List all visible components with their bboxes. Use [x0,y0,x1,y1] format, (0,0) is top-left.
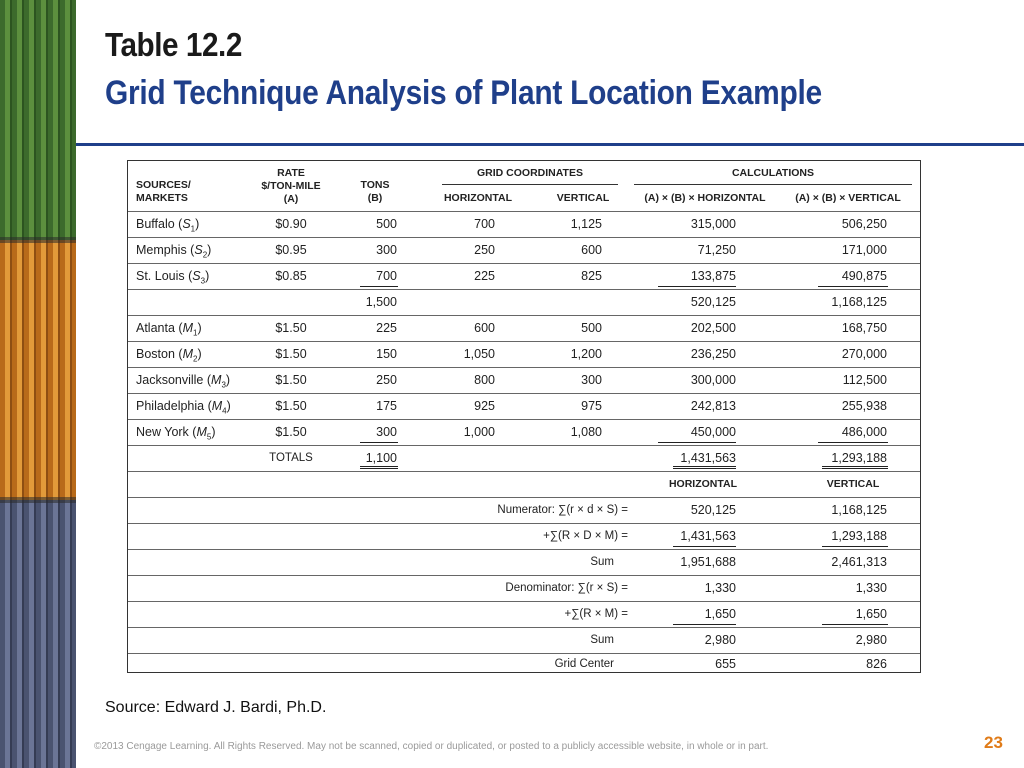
row-tons: 1,100 [365,451,397,465]
row-horizontal: 700 [474,217,495,231]
summary-label: Sum [590,556,614,568]
slide-title: Grid Technique Analysis of Plant Location Example [105,74,822,112]
row-calc-vertical: 1,168,125 [831,295,887,309]
table-row [128,627,920,653]
summary-label: Sum [590,634,614,646]
header-vertical: VERTICAL [556,192,610,204]
row-calc-vertical: 506,250 [841,217,887,231]
summary-label: +∑(R × M) = [564,608,628,620]
table-row [128,341,920,367]
row-horizontal: 925 [474,399,495,413]
row-name: St. Louis $(S_3)$ [136,269,210,286]
row-horizontal: 600 [474,321,495,335]
row-rate: $1.50 [275,347,307,361]
underline [658,286,736,287]
row-calc-vertical: 490,875 [841,269,887,283]
table-row-source-total [128,289,920,315]
summary-horizontal: 1,650 [704,607,736,621]
row-tons: 250 [376,373,397,387]
underline [822,546,888,547]
container-gap [0,237,76,243]
row-horizontal: 1,050 [463,347,495,361]
table-row [128,549,920,575]
summary-vertical: 2,980 [855,633,887,647]
row-rate: $0.90 [275,217,307,231]
table-row [128,315,920,341]
table-row [128,601,920,627]
container-blue [0,500,76,768]
double-underline [360,466,398,469]
row-horizontal: 225 [474,269,495,283]
table-row [128,237,920,263]
table-row [128,263,920,289]
copyright-notice: ©2013 Cengage Learning. All Rights Reserved. May not be scanned, copied or duplicated, or posted to a publicly accessible website, in whole or in part. [94,741,769,752]
header-calc-vertical: (A) × (B) × VERTICAL [795,192,901,204]
row-name: Philadelphia $(M_4)$ [136,399,231,416]
underline [673,546,736,547]
row-rate: $1.50 [275,373,307,387]
row-vertical: 300 [581,373,602,387]
row-calc-horizontal: 236,250 [690,347,736,361]
header-grid-coordinates: GRID COORDINATES [477,167,583,179]
underline [822,624,888,625]
row-tons: 300 [376,243,397,257]
row-horizontal: 800 [474,373,495,387]
row-calc-horizontal: 450,000 [690,425,736,439]
double-underline [673,466,736,469]
row-rate: $0.95 [275,243,307,257]
table-row [128,211,920,237]
row-rate: $1.50 [275,321,307,335]
header-rule [442,184,618,185]
header-rule [634,184,912,185]
summary-header-vertical: VERTICAL [826,478,880,490]
table-row-totals [128,445,920,471]
header-calculations: CALCULATIONS [731,167,815,179]
row-name: Atlanta $(M_1)$ [136,321,202,338]
underline [673,624,736,625]
summary-horizontal: 1,431,563 [680,529,736,543]
row-calc-horizontal: 300,000 [690,373,736,387]
container-orange [0,240,76,500]
underline [360,286,398,287]
summary-vertical: 1,293,188 [831,529,887,543]
row-name: Boston $(M_2)$ [136,347,202,364]
row-calc-vertical: 1,293,188 [831,451,887,465]
summary-vertical: 826 [866,657,887,671]
underline [658,442,736,443]
row-tons: 150 [376,347,397,361]
summary-vertical: 2,461,313 [831,555,887,569]
row-rate: $1.50 [275,399,307,413]
row-vertical: 600 [581,243,602,257]
row-calc-horizontal: 1,431,563 [680,451,736,465]
row-horizontal: 1,000 [463,425,495,439]
row-vertical: 1,080 [570,425,602,439]
table-row [128,393,920,419]
row-tons: 225 [376,321,397,335]
source-citation: Source: Edward J. Bardi, Ph.D. [105,699,327,716]
summary-horizontal: 1,951,688 [680,555,736,569]
header-tons: TONS (B) [360,179,390,204]
row-calc-vertical: 255,938 [841,399,887,413]
summary-vertical: 1,168,125 [831,503,887,517]
row-tons: 1,500 [365,295,397,309]
summary-horizontal: 1,330 [704,581,736,595]
row-calc-vertical: 168,750 [841,321,887,335]
summary-header-horizontal: HORIZONTAL [668,478,738,490]
table-row [128,523,920,549]
grid-technique-table [127,160,921,673]
row-calc-horizontal: 242,813 [690,399,736,413]
row-calc-horizontal: 133,875 [690,269,736,283]
row-vertical: 1,125 [570,217,602,231]
row-name: Jacksonville $(M_3)$ [136,373,231,390]
header-calc-horizontal: (A) × (B) × HORIZONTAL [644,192,766,204]
summary-horizontal: 655 [715,657,736,671]
row-tons: 700 [376,269,397,283]
row-tons: 175 [376,399,397,413]
table-row [128,419,920,445]
header-rate: RATE $/TON-MILE (A) [261,167,321,205]
row-name: Memphis $(S_2)$ [136,243,212,260]
summary-header-row [128,471,920,497]
row-tons: 300 [376,425,397,439]
row-rate: $1.50 [275,425,307,439]
summary-horizontal: 2,980 [704,633,736,647]
container-green [0,0,76,240]
summary-vertical: 1,650 [855,607,887,621]
row-calc-horizontal: 71,250 [697,243,736,257]
row-rate: $0.85 [275,269,307,283]
header-sources-markets: SOURCES/ MARKETS [136,179,191,204]
row-calc-horizontal: 315,000 [690,217,736,231]
summary-horizontal: 520,125 [690,503,736,517]
header-horizontal: HORIZONTAL [443,192,513,204]
row-horizontal: 250 [474,243,495,257]
page-number: 23 [984,733,1003,752]
underline [360,442,398,443]
row-vertical: 1,200 [570,347,602,361]
row-vertical: 975 [581,399,602,413]
row-calc-vertical: 171,000 [841,243,887,257]
summary-label: Denominator: ∑(r × S) = [505,582,628,594]
totals-label: TOTALS [269,452,313,464]
row-calc-horizontal: 202,500 [690,321,736,335]
row-calc-vertical: 112,500 [842,373,887,387]
title-divider [76,143,1024,146]
summary-label: +∑(R × D × M) = [543,530,628,542]
row-vertical: 500 [581,321,602,335]
underline [818,442,888,443]
table-row [128,575,920,601]
double-underline [822,466,888,469]
summary-label: Numerator: ∑(r × d × S) = [497,504,628,516]
table-row [128,497,920,523]
row-calc-vertical: 486,000 [841,425,887,439]
summary-label: Grid Center [554,658,614,670]
row-name: New York $(M_5)$ [136,425,216,442]
table-row [128,367,920,393]
slide-title-number: Table 12.2 [105,26,242,63]
row-calc-vertical: 270,000 [841,347,887,361]
container-gap [0,497,76,503]
table-row-grid-center [128,653,920,673]
summary-vertical: 1,330 [855,581,887,595]
decorative-side-strip [0,0,76,768]
row-name: Buffalo $(S_1)$ [136,217,200,234]
row-tons: 500 [376,217,397,231]
underline [818,286,888,287]
row-vertical: 825 [581,269,602,283]
row-calc-horizontal: 520,125 [690,295,736,309]
